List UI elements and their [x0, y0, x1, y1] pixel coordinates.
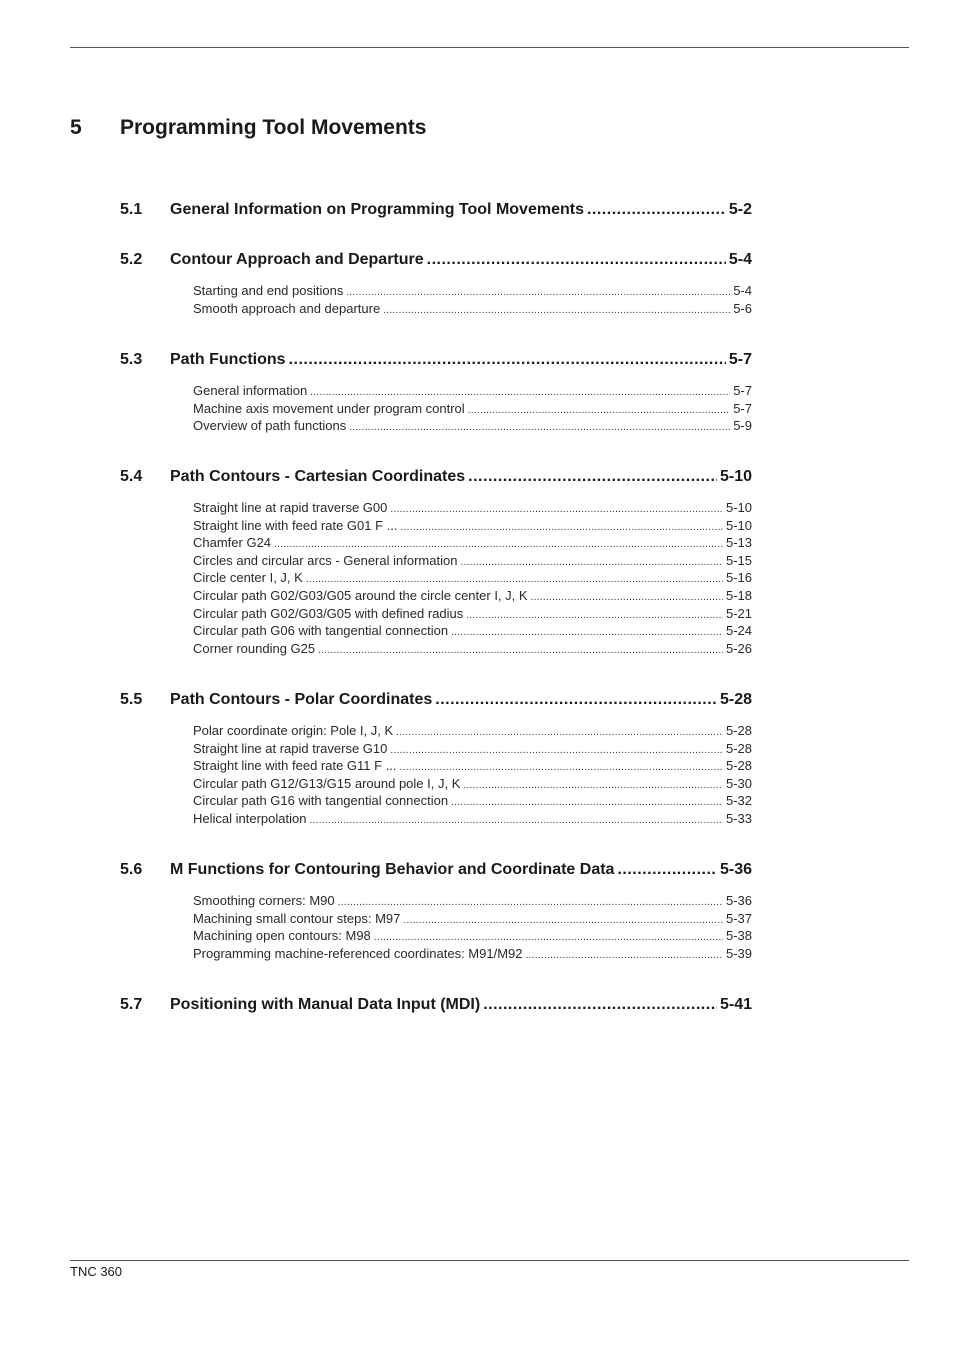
dot-leader	[274, 539, 723, 550]
item-page: 5-37	[725, 910, 752, 926]
section-title: Path Contours - Cartesian Coordinates	[170, 468, 466, 485]
dot-leader	[346, 287, 730, 298]
section-title: Contour Approach and Departure	[170, 251, 424, 268]
item-page: 5-30	[725, 775, 752, 791]
dot-leader	[617, 861, 717, 879]
dot-leader	[390, 745, 723, 756]
dot-leader	[338, 897, 723, 908]
item-page: 5-28	[725, 740, 752, 756]
dot-leader	[289, 351, 726, 369]
item-page: 5-32	[725, 793, 752, 809]
item-page: 5-39	[725, 945, 752, 961]
item-page: 5-4	[733, 283, 752, 298]
toc-item[interactable]	[193, 401, 752, 416]
dot-leader	[383, 305, 730, 316]
dot-leader	[466, 610, 723, 621]
dot-leader	[374, 932, 723, 943]
item-title: Chamfer G24	[193, 535, 272, 551]
dot-leader	[468, 468, 717, 486]
section-number: 5.4	[120, 468, 143, 485]
item-title: Circular path G06 with tangential connection	[193, 623, 449, 639]
item-page: 5-24	[725, 623, 752, 639]
section-number: 5.6	[120, 861, 143, 878]
dot-leader	[451, 797, 723, 808]
item-page: 5-28	[725, 723, 752, 738]
section-title: Path Functions	[170, 351, 286, 368]
section-page: 5-4	[728, 251, 752, 268]
dot-leader	[309, 815, 723, 826]
dot-leader	[531, 592, 723, 603]
toc-item[interactable]	[193, 418, 752, 433]
toc-item[interactable]	[193, 793, 752, 808]
chapter-heading	[70, 116, 426, 140]
dot-leader	[403, 915, 723, 926]
item-title: Overview of path functions	[193, 418, 347, 434]
item-title: Circular path G12/G13/G15 around pole I, J, K	[193, 775, 461, 791]
toc-item[interactable]	[193, 301, 752, 316]
section-page: 5-10	[719, 468, 752, 485]
dot-leader	[483, 996, 717, 1014]
item-page: 5-26	[725, 640, 752, 656]
item-page: 5-21	[725, 605, 752, 621]
toc-section-2[interactable]	[120, 251, 752, 269]
dot-leader	[401, 522, 723, 533]
chapter-number: 5	[70, 116, 82, 139]
item-title: Machine axis movement under program control	[193, 400, 465, 416]
item-page: 5-36	[725, 893, 752, 908]
item-title: Helical interpolation	[193, 811, 307, 826]
item-page: 5-10	[725, 517, 752, 533]
section-number: 5.5	[120, 691, 143, 708]
dot-leader	[318, 645, 723, 656]
dot-leader	[435, 691, 717, 709]
toc-section-4[interactable]	[120, 468, 752, 486]
toc-item[interactable]	[193, 500, 752, 515]
item-title: Circle center I, J, K	[193, 570, 303, 586]
header-rule	[70, 47, 909, 48]
dot-leader	[587, 201, 726, 219]
item-title: Smooth approach and departure	[193, 300, 381, 316]
toc-item[interactable]	[193, 641, 752, 656]
section-number: 5.7	[120, 996, 143, 1013]
item-title: Starting and end positions	[193, 283, 344, 298]
dot-leader	[390, 504, 723, 515]
item-title: General information	[193, 383, 308, 398]
item-title: Straight line with feed rate G01 F ...	[193, 517, 398, 533]
footer-rule	[70, 1260, 909, 1261]
item-title: Straight line at rapid traverse G10	[193, 740, 388, 756]
toc-section-7[interactable]	[120, 996, 752, 1014]
item-page: 5-38	[725, 928, 752, 944]
section-number: 5.2	[120, 251, 143, 268]
toc-item[interactable]	[193, 911, 752, 926]
toc-item[interactable]	[193, 623, 752, 638]
item-title: Circular path G02/G03/G05 around the circle center I, J, K	[193, 588, 528, 603]
toc-section-1[interactable]	[120, 201, 752, 219]
item-page: 5-9	[733, 418, 752, 434]
toc-item[interactable]	[193, 893, 752, 908]
dot-leader	[427, 251, 726, 269]
toc-section-5[interactable]	[120, 691, 752, 709]
item-page: 5-6	[733, 300, 752, 316]
dot-leader	[451, 627, 723, 638]
item-page: 5-7	[733, 400, 752, 416]
dot-leader	[463, 780, 723, 791]
toc-item[interactable]	[193, 606, 752, 621]
item-title: Straight line at rapid traverse G00	[193, 500, 388, 515]
section-page: 5-2	[728, 201, 752, 218]
toc-item[interactable]	[193, 535, 752, 550]
section-page: 5-7	[728, 351, 752, 368]
item-title: Circular path G16 with tangential connection	[193, 793, 449, 809]
item-page: 5-13	[725, 535, 752, 551]
dot-leader	[349, 422, 730, 433]
toc-item[interactable]	[193, 811, 752, 826]
toc-item[interactable]	[193, 383, 752, 398]
section-number: 5.3	[120, 351, 143, 368]
section-number: 5.1	[120, 201, 143, 218]
dot-leader	[468, 405, 731, 416]
toc-item[interactable]	[193, 723, 752, 738]
item-page: 5-10	[725, 500, 752, 515]
item-title: Programming machine-referenced coordinates: M91/M92	[193, 945, 523, 961]
toc-item[interactable]	[193, 283, 752, 298]
section-title: M Functions for Contouring Behavior and Coordinate Data	[170, 861, 615, 878]
item-page: 5-18	[725, 588, 752, 603]
toc-item[interactable]	[193, 553, 752, 568]
dot-leader	[396, 727, 723, 738]
item-page: 5-33	[725, 811, 752, 826]
item-title: Circular path G02/G03/G05 with defined radius	[193, 605, 464, 621]
section-title: General Information on Programming Tool Movements	[170, 201, 584, 218]
chapter-title: Programming Tool Movements	[120, 116, 427, 139]
toc-item[interactable]	[193, 776, 752, 791]
toc-item[interactable]	[193, 741, 752, 756]
item-title: Circles and circular arcs - General information	[193, 552, 458, 568]
footer-label: TNC 360	[70, 1264, 123, 1279]
toc-item[interactable]	[193, 518, 752, 533]
item-title: Polar coordinate origin: Pole I, J, K	[193, 723, 394, 738]
item-title: Machining small contour steps: M97	[193, 910, 401, 926]
toc-section-3[interactable]	[120, 351, 752, 369]
dot-leader	[526, 950, 723, 961]
item-title: Smoothing corners: M90	[193, 893, 335, 908]
section-page: 5-41	[719, 996, 752, 1013]
item-title: Machining open contours: M98	[193, 928, 371, 944]
toc-item[interactable]	[193, 570, 752, 585]
section-title: Path Contours - Polar Coordinates	[170, 691, 433, 708]
dot-leader	[400, 762, 723, 773]
section-page: 5-28	[719, 691, 752, 708]
item-title: Corner rounding G25	[193, 640, 316, 656]
dot-leader	[310, 387, 730, 398]
item-page: 5-15	[725, 552, 752, 568]
item-page: 5-7	[733, 383, 752, 398]
section-page: 5-36	[719, 861, 752, 878]
toc-item[interactable]	[193, 588, 752, 603]
toc-item[interactable]	[193, 928, 752, 943]
dot-leader	[306, 574, 723, 585]
toc-item[interactable]	[193, 758, 752, 773]
item-page: 5-28	[725, 758, 752, 774]
item-title: Straight line with feed rate G11 F ...	[193, 758, 397, 774]
item-page: 5-16	[725, 570, 752, 586]
section-title: Positioning with Manual Data Input (MDI)	[170, 996, 481, 1013]
toc-item[interactable]	[193, 946, 752, 961]
toc-section-6[interactable]	[120, 861, 752, 879]
dot-leader	[460, 557, 723, 568]
